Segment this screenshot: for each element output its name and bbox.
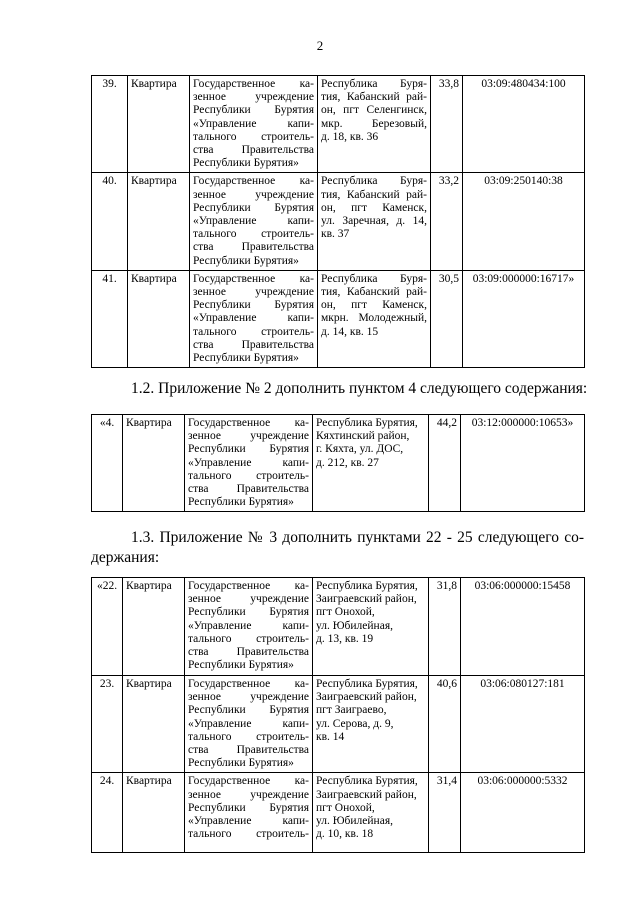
- address-cell: [318, 76, 431, 173]
- owner-line: Государственное ка-: [193, 175, 314, 188]
- address-line: Республика Бурятия,: [316, 775, 418, 788]
- table-row: [92, 676, 585, 773]
- owner-line: Республики Бурятия»: [193, 352, 299, 365]
- paragraph-1-2: 1.2. Приложение № 2 дополнить пунктом 4 следующего содержания:: [131, 380, 588, 397]
- owner-line: ства Правительства: [193, 144, 314, 157]
- owner-line: зенное учреждение: [188, 788, 309, 801]
- address-line: пгт Онохой,: [316, 801, 375, 814]
- owner-line: Республики Бурятия: [188, 606, 309, 619]
- owner-line: Государственное ка-: [188, 580, 309, 592]
- owner-line: ства Правительства: [193, 338, 314, 351]
- address-line: Республика Бурятия,: [316, 580, 418, 592]
- paragraph-1-3: [91, 528, 584, 568]
- area-cell: 31,4: [429, 773, 461, 853]
- owner-line: ства Правительства: [188, 744, 309, 757]
- address-line: кв. 14: [316, 730, 345, 743]
- owner-line: тального строитель-: [188, 632, 309, 645]
- address-line: ул. Заречная, д. 14,: [321, 215, 427, 228]
- address-line: он, пгт Каменск,: [321, 299, 427, 312]
- property-table-1: [91, 75, 585, 368]
- cadastral-number: 03:09:250140:38: [463, 173, 585, 270]
- address-line: мкр. Березовый,: [321, 117, 427, 130]
- owner-line: ства Правительства: [188, 483, 309, 496]
- table-row: [92, 578, 585, 676]
- owner-line: Республики Бурятия: [193, 104, 314, 117]
- address-line: тия, Кабанский рай-: [321, 286, 427, 299]
- address-line: тия, Кабанский рай-: [321, 188, 427, 201]
- address-line: ул. Серова, д. 9,: [316, 717, 394, 730]
- table-row: [92, 76, 585, 173]
- owner-line: ства Правительства: [188, 646, 309, 659]
- address-cell: [313, 676, 429, 773]
- owner-line: зенное учреждение: [193, 286, 314, 299]
- address-cell: [313, 578, 429, 676]
- owner-line: Государственное ка-: [188, 775, 309, 788]
- owner-cell: [190, 270, 318, 367]
- owner-line: тального строитель-: [193, 228, 314, 241]
- owner-line: зенное учреждение: [188, 430, 309, 443]
- owner-line: «Управление капи-: [188, 717, 309, 730]
- table-row: [92, 415, 585, 512]
- address-line: пгт Онохой,: [316, 606, 375, 619]
- owner-cell: [185, 676, 313, 773]
- address-line: д. 14, кв. 15: [321, 325, 379, 338]
- address-line: он, пгт Селенгинск,: [321, 104, 427, 117]
- owner-line: «Управление капи-: [188, 619, 309, 632]
- address-line: пгт Заиграево,: [316, 704, 387, 717]
- owner-cell: [185, 773, 313, 853]
- owner-line: зенное учреждение: [193, 91, 314, 104]
- owner-line: Республики Бурятия»: [193, 157, 299, 170]
- paragraph-1-3-line-1: 1.3. Приложение № 3 дополнить пунктами 22 - 25 следующего со-: [131, 529, 584, 546]
- object-type: Квартира: [128, 270, 190, 367]
- owner-line: тального строитель-: [193, 325, 314, 338]
- row-number: 41.: [92, 270, 128, 367]
- row-number: 24.: [92, 773, 123, 853]
- address-line: Республика Бурятия,: [316, 678, 418, 690]
- owner-line: Республики Бурятия»: [193, 254, 299, 267]
- table-row: [92, 773, 585, 853]
- cadastral-number: 03:06:000000:5332: [461, 773, 585, 853]
- owner-line: Государственное ка-: [193, 272, 314, 285]
- paragraph-1-3-line-2: держания:: [91, 549, 160, 566]
- address-line: д. 13, кв. 19: [316, 632, 374, 645]
- owner-line: Республики Бурятия: [188, 801, 309, 814]
- cadastral-number: 03:09:480434:100: [463, 76, 585, 173]
- object-type: Квартира: [123, 773, 185, 853]
- owner-line: тального строитель-: [188, 730, 309, 743]
- owner-line: Республики Бурятия: [193, 299, 314, 312]
- owner-line: тального строитель-: [193, 130, 314, 143]
- owner-line: Государственное ка-: [188, 678, 309, 690]
- address-line: Заиграевский район,: [316, 788, 417, 801]
- property-table-3: [91, 577, 585, 853]
- owner-line: Республики Бурятия: [188, 704, 309, 717]
- object-type: Квартира: [123, 676, 185, 773]
- owner-line: Государственное ка-: [188, 417, 309, 429]
- cadastral-number: 03:06:000000:15458: [461, 578, 585, 676]
- owner-cell: [190, 76, 318, 173]
- owner-line: зенное учреждение: [188, 691, 309, 704]
- page-number: 2: [316, 38, 324, 53]
- cadastral-number: 03:09:000000:16717»: [463, 270, 585, 367]
- address-cell: [318, 173, 431, 270]
- row-number: 39.: [92, 76, 128, 173]
- property-table-2: [91, 414, 585, 512]
- address-cell: [318, 270, 431, 367]
- row-number: 40.: [92, 173, 128, 270]
- object-type: Квартира: [128, 76, 190, 173]
- address-line: д. 18, кв. 36: [321, 130, 379, 143]
- address-line: Кяхтинский район,: [316, 430, 410, 443]
- area-cell: 33,8: [431, 76, 463, 173]
- address-line: кв. 37: [321, 228, 350, 241]
- table-row: [92, 270, 585, 367]
- address-line: г. Кяхта, ул. ДОС,: [316, 443, 404, 456]
- address-line: он, пгт Каменск,: [321, 201, 427, 214]
- area-cell: 44,2: [429, 415, 461, 512]
- area-cell: 30,5: [431, 270, 463, 367]
- row-number: «22.: [92, 578, 123, 676]
- address-line: Республика Бурятия,: [316, 417, 418, 429]
- owner-line: Государственное ка-: [193, 78, 314, 90]
- owner-line: Республики Бурятия»: [188, 757, 294, 770]
- address-line: тия, Кабанский рай-: [321, 91, 427, 104]
- table-row: [92, 173, 585, 270]
- cadastral-number: 03:12:000000:10653»: [461, 415, 585, 512]
- address-line: Республика Буря-: [321, 78, 427, 90]
- owner-line: ства Правительства: [193, 241, 314, 254]
- owner-cell: [185, 578, 313, 676]
- area-cell: 31,8: [429, 578, 461, 676]
- address-cell: [313, 773, 429, 853]
- object-type: Квартира: [123, 415, 185, 512]
- owner-line: Республики Бурятия: [193, 201, 314, 214]
- owner-line: «Управление капи-: [193, 117, 314, 130]
- area-cell: 40,6: [429, 676, 461, 773]
- address-line: Заиграевский район,: [316, 691, 417, 704]
- owner-cell: [190, 173, 318, 270]
- address-line: ул. Юбилейная,: [316, 619, 393, 632]
- owner-line: «Управление капи-: [188, 815, 309, 828]
- owner-line: тального строитель-: [188, 828, 309, 841]
- owner-line: «Управление капи-: [193, 312, 314, 325]
- address-line: д. 10, кв. 18: [316, 828, 374, 841]
- owner-line: Республики Бурятия: [188, 443, 309, 456]
- row-number: 23.: [92, 676, 123, 773]
- cadastral-number: 03:06:080127:181: [461, 676, 585, 773]
- address-line: Республика Буря-: [321, 175, 427, 188]
- object-type: Квартира: [128, 173, 190, 270]
- owner-line: тального строитель-: [188, 469, 309, 482]
- address-line: ул. Юбилейная,: [316, 815, 393, 828]
- object-type: Квартира: [123, 578, 185, 676]
- owner-line: зенное учреждение: [193, 188, 314, 201]
- address-cell: [313, 415, 429, 512]
- owner-cell: [185, 415, 313, 512]
- address-line: д. 212, кв. 27: [316, 456, 379, 469]
- area-cell: 33,2: [431, 173, 463, 270]
- owner-line: Республики Бурятия»: [188, 659, 294, 672]
- address-line: Заиграевский район,: [316, 593, 417, 606]
- address-line: мкрн. Молодежный,: [321, 312, 427, 325]
- owner-line: Республики Бурятия»: [188, 496, 294, 509]
- owner-line: «Управление капи-: [188, 456, 309, 469]
- owner-line: зенное учреждение: [188, 593, 309, 606]
- owner-line: «Управление капи-: [193, 215, 314, 228]
- row-number: «4.: [92, 415, 123, 512]
- address-line: Республика Буря-: [321, 272, 427, 285]
